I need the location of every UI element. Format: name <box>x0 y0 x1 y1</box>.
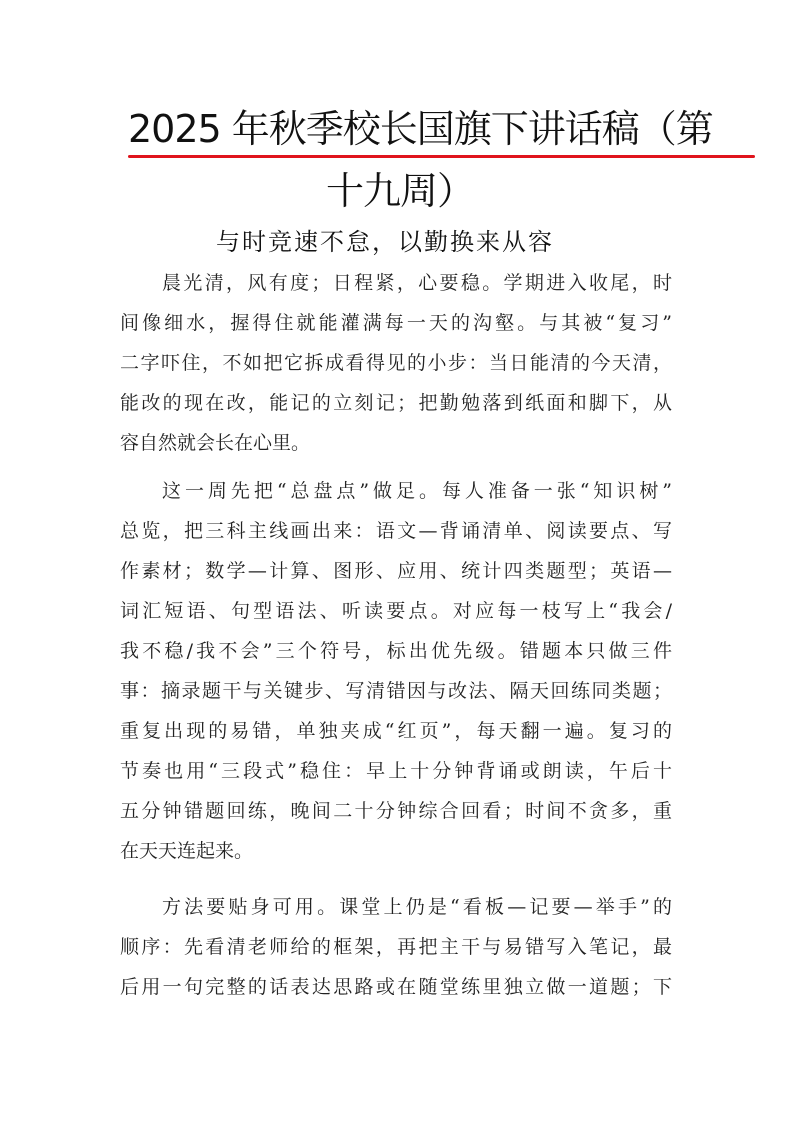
paragraph-2-line: 重复出现的易错，单独夹成“红页”，每天翻一遍。复习的 <box>120 720 672 742</box>
paragraph-3-line: 后用一句完整的话表达思路或在随堂练里独立做一道题；下 <box>120 976 672 998</box>
paragraph-3-line: 顺序：先看清老师给的框架，再把主干与易错写入笔记，最 <box>120 936 672 958</box>
paragraph-1-line: 晨光清，风有度；日程紧，心要稳。学期进入收尾，时 <box>162 272 672 294</box>
paragraph-1-line: 容自然就会长在心里。 <box>120 432 311 454</box>
paragraph-2-line: 作素材；数学—计算、图形、应用、统计四类题型；英语— <box>120 560 672 582</box>
document-title-continued: 十九周） <box>326 169 475 213</box>
paragraph-2-line: 节奏也用“三段式”稳住：早上十分钟背诵或朗读，午后十 <box>120 760 672 782</box>
paragraph-2-line: 我不稳/我不会”三个符号，标出优先级。错题本只做三件 <box>120 640 672 662</box>
title-red-rule <box>128 155 755 158</box>
paragraph-2-line: 这一周先把“总盘点”做足。每人准备一张“知识树” <box>162 480 672 502</box>
paragraph-1-line: 间像细水，握得住就能灌满每一天的沟壑。与其被“复习” <box>120 312 672 334</box>
paragraph-2-line: 总览，把三科主线画出来：语文—背诵清单、阅读要点、写 <box>120 520 672 542</box>
document-subtitle: 与时竞速不怠，以勤换来从容 <box>216 228 554 256</box>
paragraph-2-line: 在天天连起来。 <box>120 840 254 862</box>
paragraph-2-line: 事：摘录题干与关键步、写清错因与改法、隔天回练同类题； <box>120 680 672 702</box>
paragraph-2-line: 五分钟错题回练，晚间二十分钟综合回看；时间不贪多，重 <box>120 800 672 822</box>
paragraph-1-line: 二字吓住，不如把它拆成看得见的小步：当日能清的今天清， <box>120 352 672 374</box>
paragraph-3-line: 方法要贴身可用。课堂上仍是“看板—记要—举手”的 <box>162 896 672 918</box>
document-title: 2025 年秋季校长国旗下讲话稿（第 <box>128 107 713 151</box>
paragraph-1-line: 能改的现在改，能记的立刻记；把勤勉落到纸面和脚下，从 <box>120 392 672 414</box>
paragraph-2-line: 词汇短语、句型语法、听读要点。对应每一枝写上“我会/ <box>120 600 672 622</box>
